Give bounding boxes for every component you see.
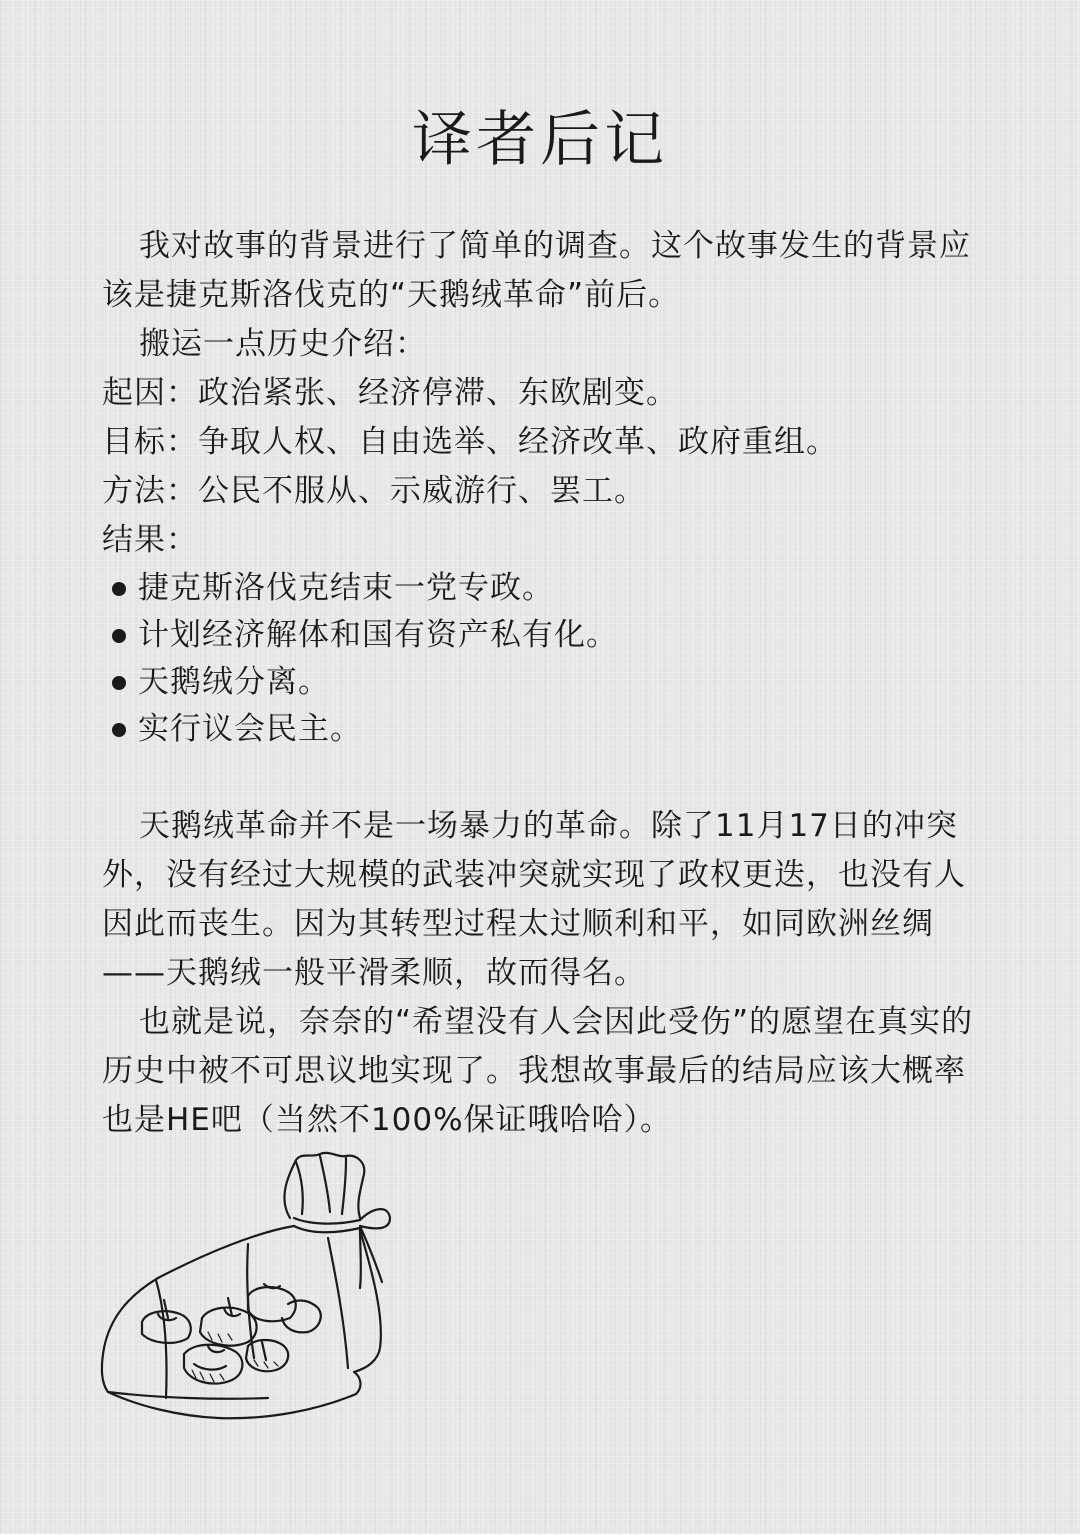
result-item: [102, 565, 982, 612]
afterword-body: [102, 222, 982, 1145]
results-list: [102, 565, 982, 753]
result-item: [102, 706, 982, 753]
method-line: 方法：公民不服从、示威游行、罢工。: [102, 473, 646, 509]
page-title: 译者后记: [412, 105, 668, 175]
result-item: [102, 612, 982, 659]
paragraph-gap: [102, 753, 982, 802]
closing-paragraph-1: 天鹅绒革命并不是一场暴力的革命。除了11月17日的冲突外，没有经过大规模的武装冲突就实现了政权更迭，也没有人因此而丧生。因为其转型过程太过顺利和平，如同欧洲丝绸——天鹅绒一般平滑柔顺，故而得名。: [102, 808, 966, 991]
bullet-icon: [112, 723, 126, 737]
result-item-text: 计划经济解体和国有资产私有化。: [138, 617, 618, 653]
closing-paragraph-2: 也就是说，奈奈的“希望没有人会因此受伤”的愿望在真实的历史中被不可思议地实现了。我想故事最后的结局应该大概率也是HE吧（当然不100%保证哦哈哈）。: [102, 1004, 974, 1138]
money-bag-icon: [98, 1148, 418, 1438]
result-label: 结果：: [102, 522, 198, 558]
result-item-text: 天鹅绒分离。: [138, 664, 330, 700]
cause-line: 起因：政治紧张、经济停滞、东欧剧变。: [102, 375, 678, 411]
result-item-text: 实行议会民主。: [138, 711, 362, 747]
result-item-text: 捷克斯洛伐克结束一党专政。: [138, 570, 554, 606]
intro-paragraph: 我对故事的背景进行了简单的调查。这个故事发生的背景应该是捷克斯洛伐克的“天鹅绒革命”前后。: [102, 228, 971, 313]
goal-line: 目标：争取人权、自由选举、经济改革、政府重组。: [102, 424, 838, 460]
bullet-icon: [112, 629, 126, 643]
bullet-icon: [112, 676, 126, 690]
bullet-icon: [112, 582, 126, 596]
result-item: [102, 659, 982, 706]
history-intro-line: 搬运一点历史介绍：: [139, 326, 427, 362]
